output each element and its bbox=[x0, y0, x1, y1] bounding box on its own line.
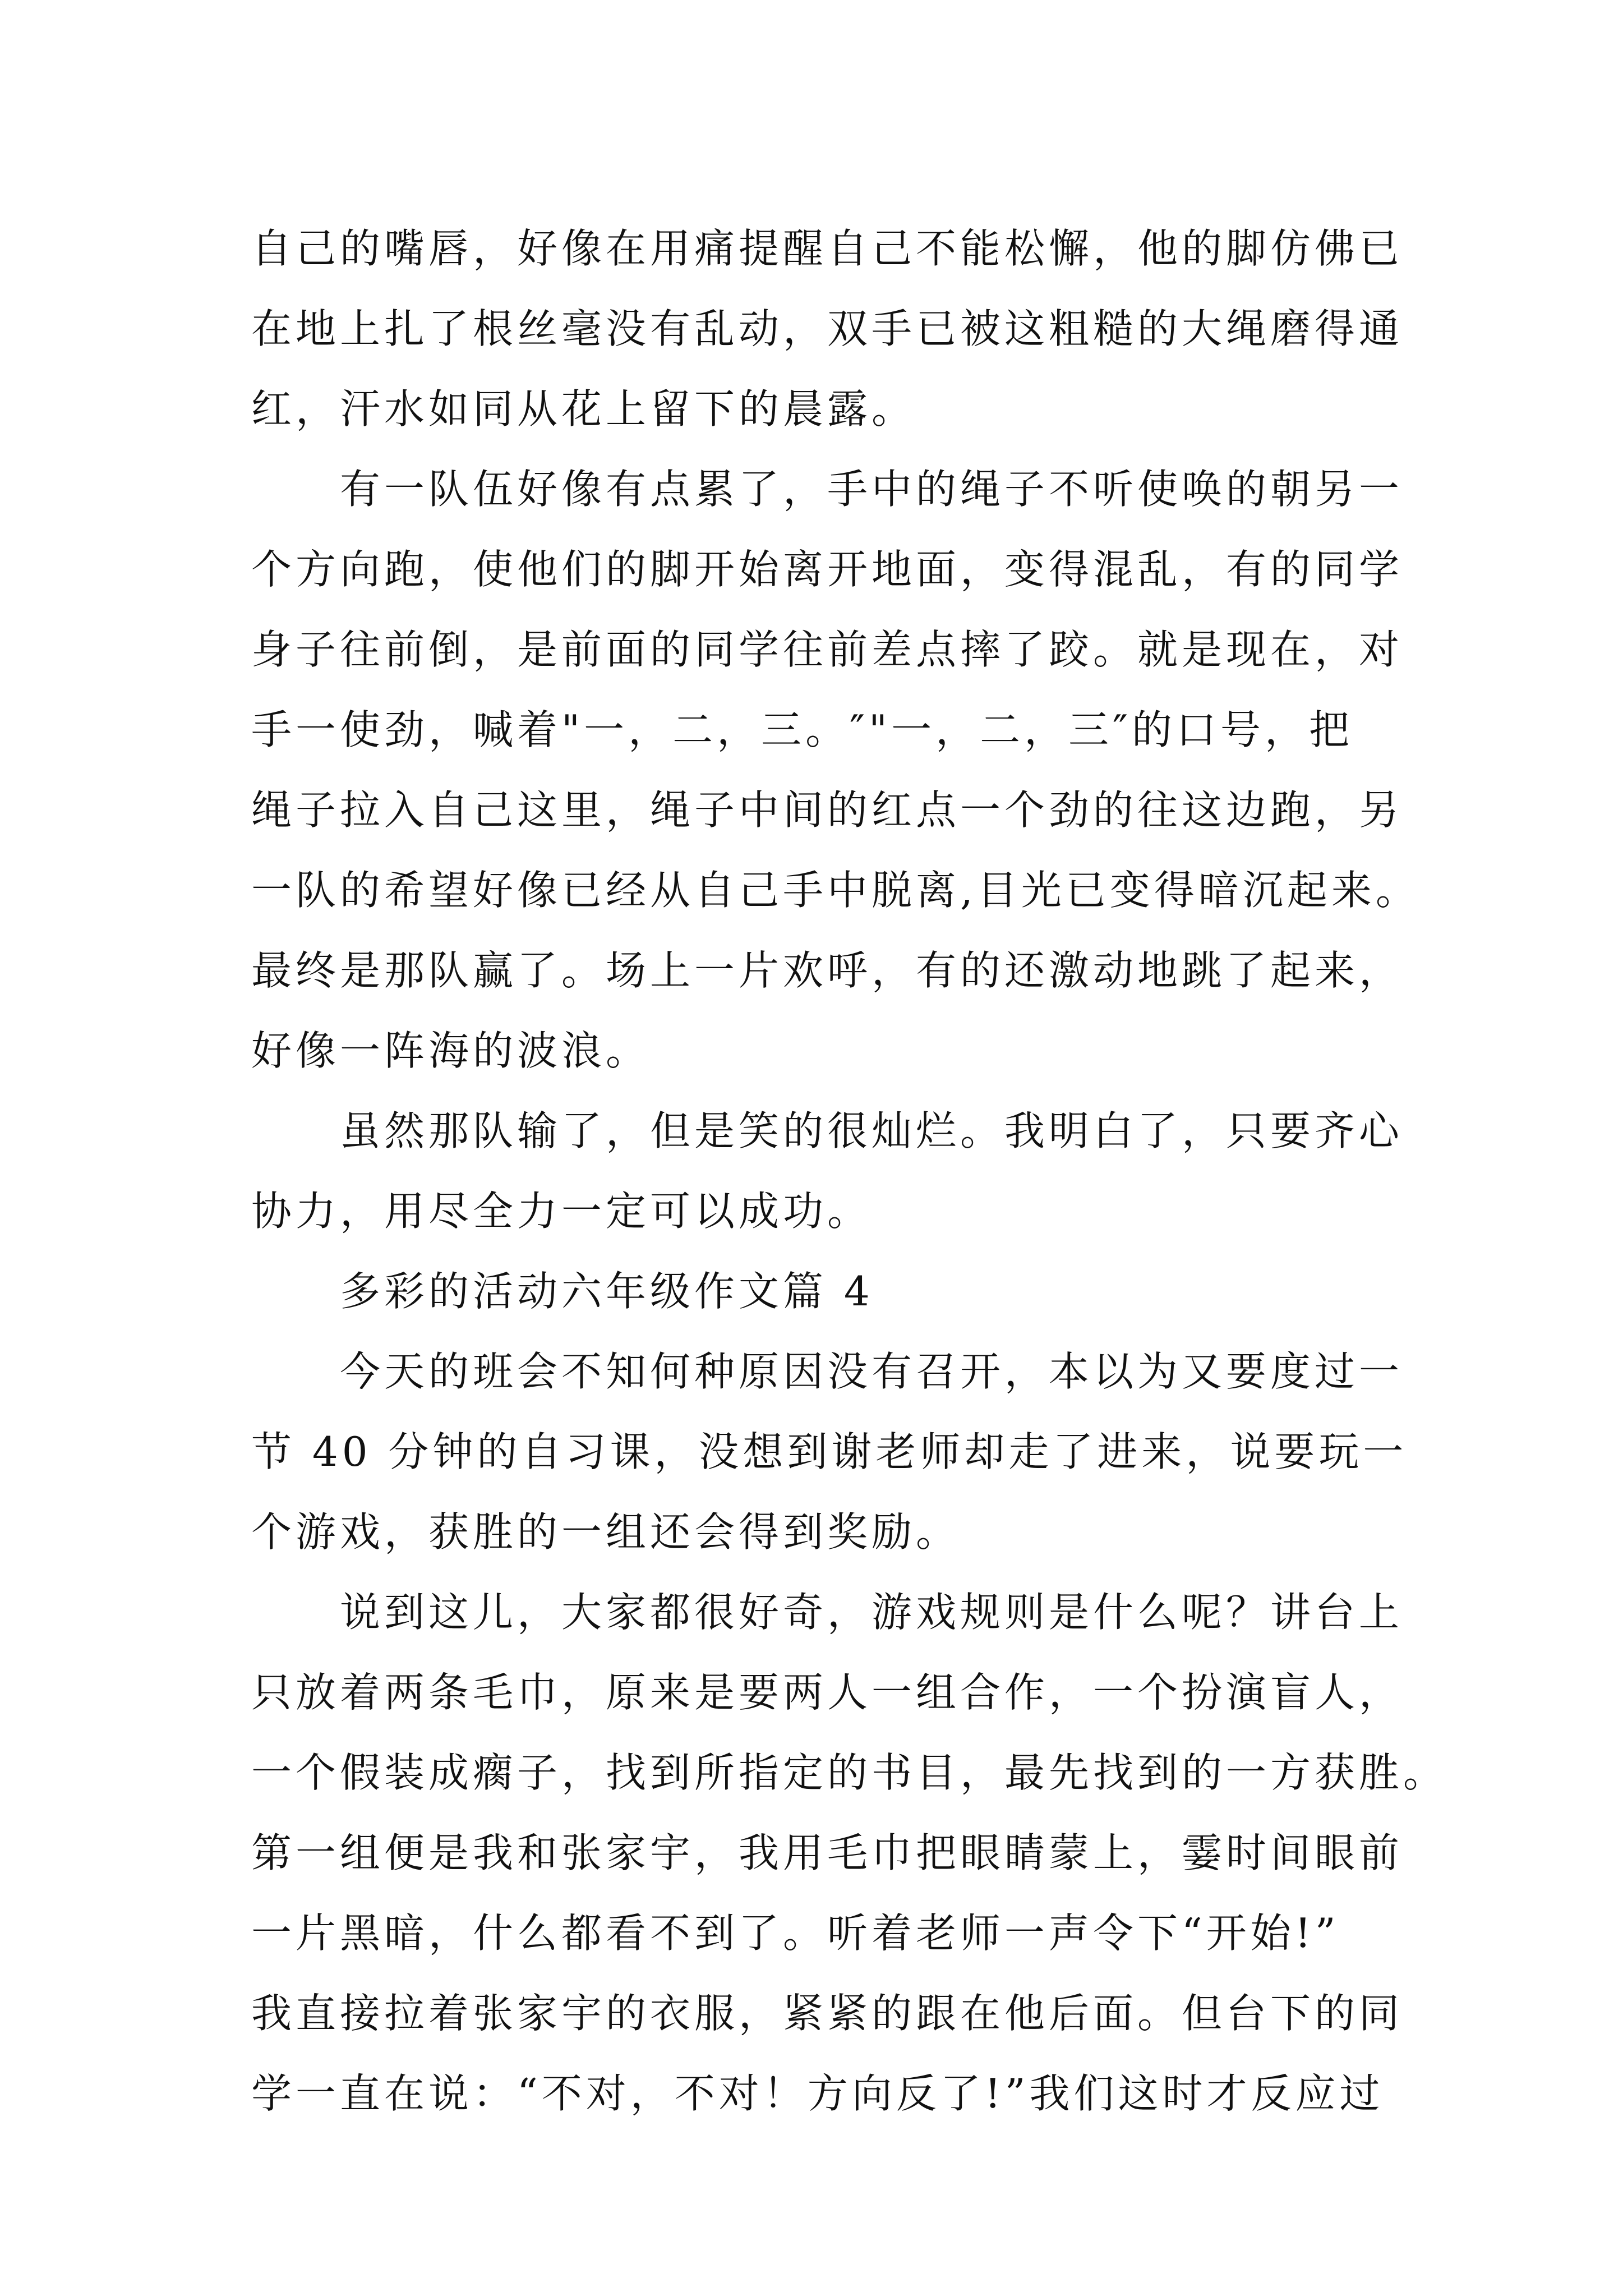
text-line: 一片黑暗，什么都看不到了。听着老师一声令下“开始!” bbox=[251, 1910, 1340, 1957]
text-line: 红，汗水如同从花上留下的晨露。 bbox=[251, 385, 916, 432]
text-line: 说到这儿，大家都很好奇，游戏规则是什么呢？讲台上 bbox=[340, 1589, 1404, 1636]
text-line: 手一使劲，喊着"一，二，三。″"一，二，三″的口号，把 bbox=[251, 706, 1354, 753]
text-line: 最终是那队赢了。场上一片欢呼，有的还激动地跳了起来， bbox=[251, 947, 1404, 994]
text-line: 学一直在说：“不对，不对！方向反了!”我们这时才反应过 bbox=[251, 2070, 1384, 2117]
text-line: 个方向跑，使他们的脚开始离开地面，变得混乱，有的同学 bbox=[251, 546, 1404, 593]
text-line: 多彩的活动六年级作文篇 4 bbox=[340, 1268, 874, 1315]
text-line: 虽然那队输了，但是笑的很灿烂。我明白了，只要齐心 bbox=[340, 1107, 1404, 1154]
text-line: 我直接拉着张家宇的衣服，紧紧的跟在他后面。但台下的同 bbox=[251, 1990, 1404, 2037]
text-line: 自己的嘴唇，好像在用痛提醒自己不能松懈，他的脚仿佛已 bbox=[251, 225, 1404, 272]
text-line: 个游戏，获胜的一组还会得到奖励。 bbox=[251, 1508, 961, 1556]
body-text bbox=[251, 209, 1448, 2134]
text-line: 绳子拉入自己这里，绳子中间的红点一个劲的往这边跑，另 bbox=[251, 786, 1404, 834]
text-line: 今天的班会不知何种原因没有召开，本以为又要度过一 bbox=[340, 1348, 1404, 1395]
text-line: 好像一阵海的波浪。 bbox=[251, 1027, 651, 1074]
text-line: 第一组便是我和张家宇，我用毛巾把眼睛蒙上，霎时间眼前 bbox=[251, 1829, 1404, 1876]
text-line: 节 40 分钟的自习课，没想到谢老师却走了进来，说要玩一 bbox=[251, 1428, 1408, 1475]
text-line: 一队的希望好像已经从自己手中脱离,目光已变得暗沉起来。 bbox=[251, 867, 1420, 914]
text-line: 有一队伍好像有点累了，手中的绳子不听使唤的朝另一 bbox=[340, 466, 1404, 513]
text-line: 协力，用尽全力一定可以成功。 bbox=[251, 1188, 872, 1235]
text-line: 身子往前倒，是前面的同学往前差点摔了跤。就是现在，对 bbox=[251, 626, 1404, 673]
text-line: 只放着两条毛巾，原来是要两人一组合作，一个扮演盲人， bbox=[251, 1669, 1404, 1716]
text-line: 一个假装成瘸子，找到所指定的书目，最先找到的一方获胜。 bbox=[251, 1749, 1448, 1796]
text-line: 在地上扎了根丝毫没有乱动，双手已被这粗糙的大绳磨得通 bbox=[251, 305, 1404, 352]
